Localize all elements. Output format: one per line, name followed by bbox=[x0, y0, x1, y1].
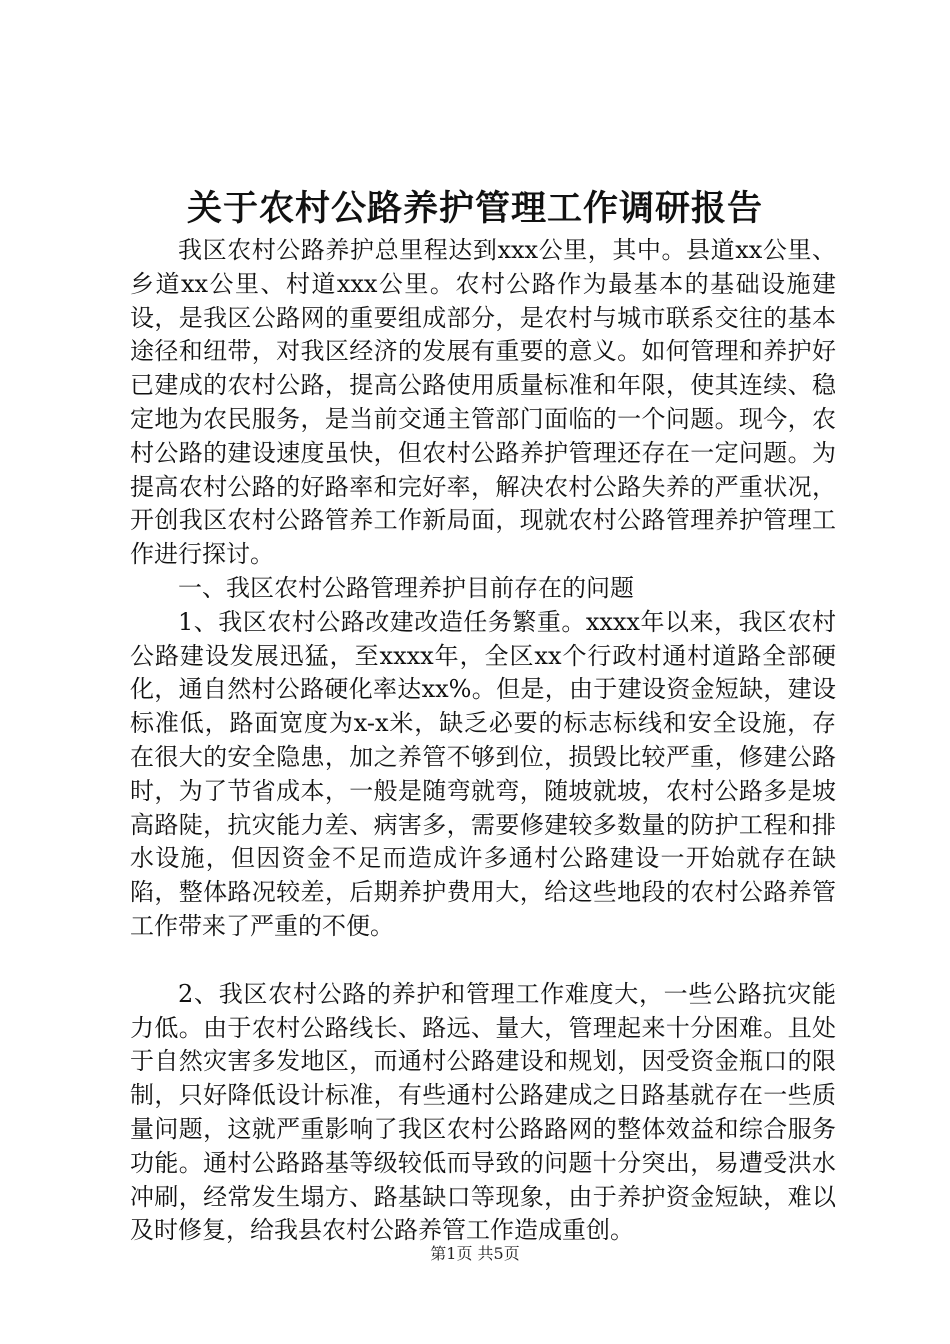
section-heading: 一、我区农村公路管理养护目前存在的问题 bbox=[178, 573, 634, 602]
document-title: 关于农村公路养护管理工作调研报告 bbox=[186, 188, 763, 229]
document-body bbox=[130, 234, 836, 1248]
paragraph-intro: 我区农村公路养护总里程达到xxx公里，其中。县道xx公里、乡道xx公里、村道xxx公里。农村公路作为最基本的基础设施建设，是我区公路网的重要组成部分，是农村与城市联系交往的基本途径和纽带，对我区经济的发展有重要的意义。如何管理和养护好已建成的农村公路，提高公路使用质量标准和年限，使其连续、稳定地为农民服务，是当前交通主管部门面临的一个问题。现今，农村公路的建设速度虽快，但农村公路养护管理还存在一定问题。为提高农村公路的好路率和完好率，解决农村公路失养的严重状况，开创我区农村公路管养工作新局面，现就农村公路管理养护管理工作进行探讨。 bbox=[130, 236, 836, 569]
paragraph-point-1: 1、我区农村公路改建改造任务繁重。xxxx年以来，我区农村公路建设发展迅猛，至xxxx年，全区xx个行政村通村道路全部硬化，通自然村公路硬化率达xx%。但是，由于建设资金短缺，建设标准低，路面宽度为x-x米，缺乏必要的标志标线和安全设施，存在很大的安全隐患，加之养管不够到位，损毁比较严重，修建公路时，为了节省成本，一般是随弯就弯，随坡就坡，农村公路多是坡高路陡，抗灾能力差、病害多，需要修建较多数量的防护工程和排水设施，但因资金不足而造成许多通村公路建设一开始就存在缺陷，整体路况较差，后期养护费用大，给这些地段的农村公路养管工作带来了严重的不便。 bbox=[130, 607, 836, 940]
page-number-footer: 第1页 共5页 bbox=[430, 1244, 520, 1263]
paragraph-point-2: 2、我区农村公路的养护和管理工作难度大，一些公路抗灾能力低。由于农村公路线长、路远、量大，管理起来十分困难。且处于自然灾害多发地区，而通村公路建设和规划，因受资金瓶口的限制，只好降低设计标准，有些通村公路建成之日路基就存在一些质量问题，这就严重影响了我区农村公路路网的整体效益和综合服务功能。通村公路路基等级较低而导致的问题十分突出，易遭受洪水冲刷，经常发生塌方、路基缺口等现象，由于养护资金短缺，难以及时修复，给我县农村公路养管工作造成重创。 bbox=[130, 979, 836, 1245]
